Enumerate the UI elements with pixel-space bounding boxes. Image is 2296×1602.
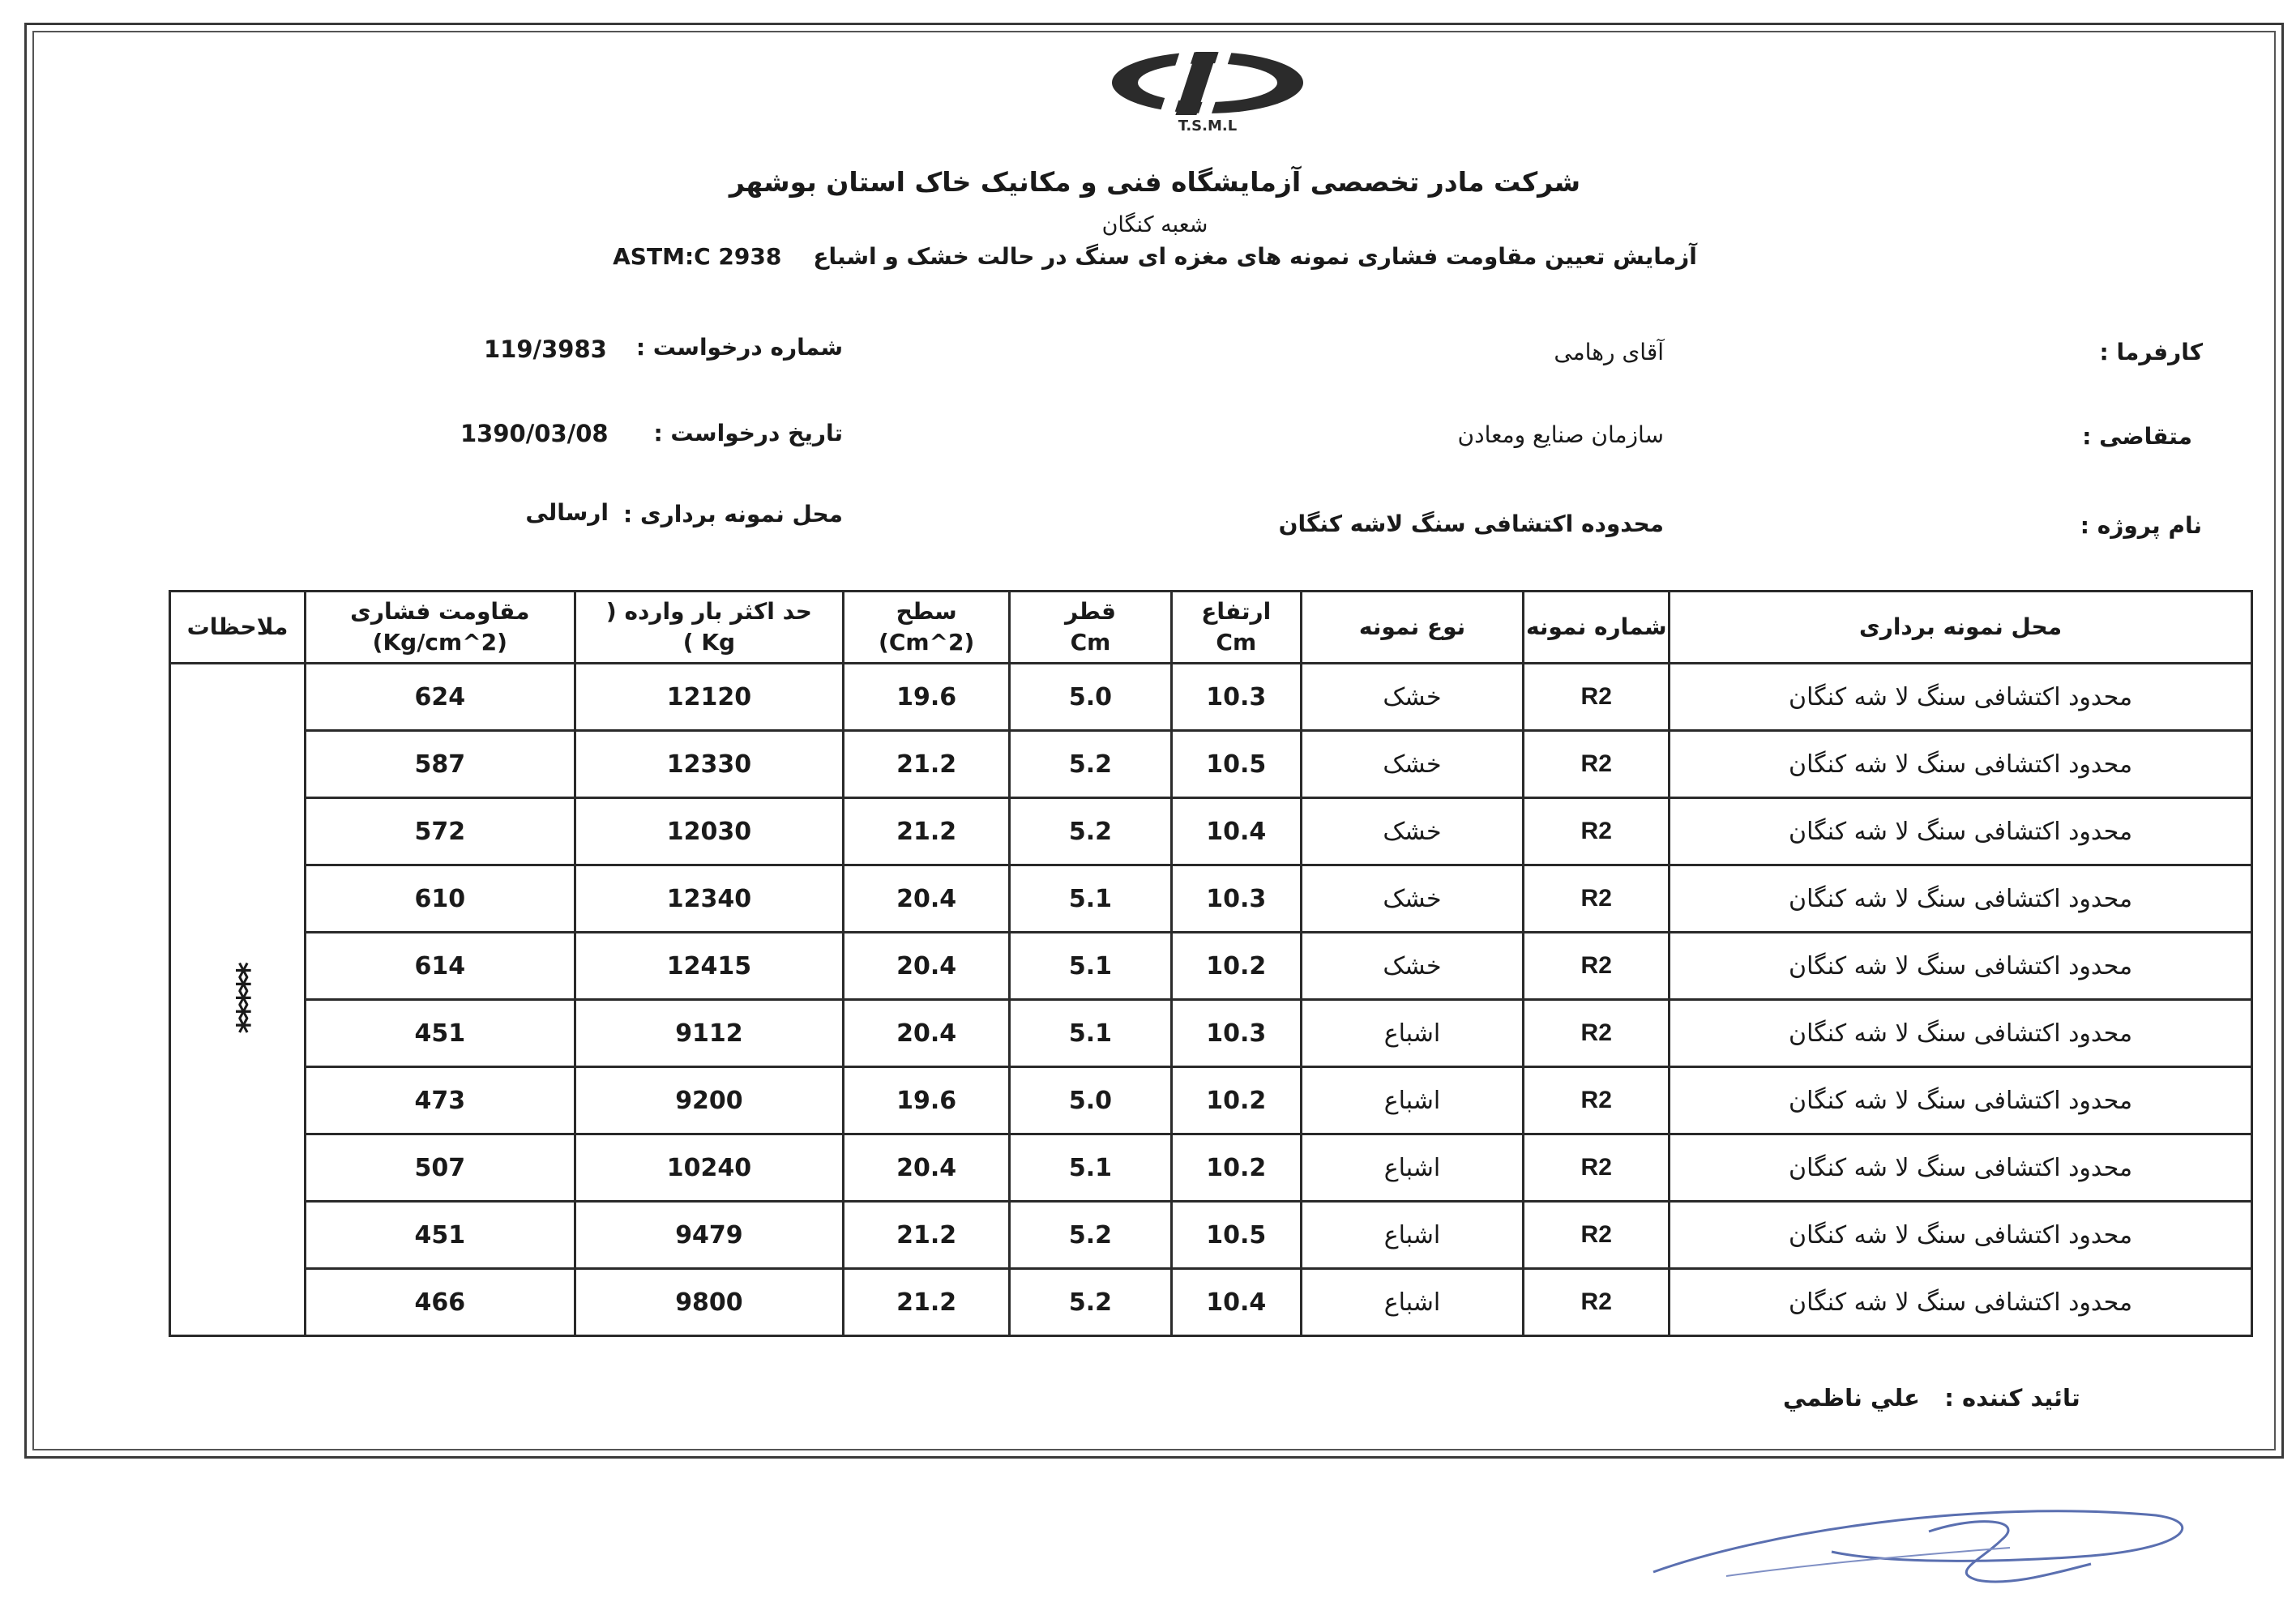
cell-diameter: 5.2 [1010,1202,1172,1269]
header-diameter-label: قطر [1064,598,1116,625]
project-label: نام پروژه : [2080,512,2202,539]
approver-name: علي ناظمي [1783,1384,1920,1412]
cell-height: 10.2 [1171,1134,1301,1202]
table-row [170,1202,2252,1269]
request-no-value: 119/3983 [484,335,607,363]
cell-location: محدود اکتشافی سنگ لا شه کنگان [1670,865,2252,933]
cell-strength: 466 [305,1269,575,1336]
request-date-value: 1390/03/08 [460,420,609,447]
approver [1783,1384,2080,1412]
employer-label: کارفرما : [2099,339,2203,365]
cell-sample-no: R2 [1524,933,1670,1000]
cell-height: 10.3 [1171,664,1301,731]
sampling-place-value: ارسالی [525,499,609,526]
cell-sample-no: R2 [1524,1000,1670,1067]
cell-sample-type: خشک [1301,933,1524,1000]
cell-sample-type: اشباع [1301,1202,1524,1269]
cell-sample-no: R2 [1524,798,1670,865]
header-location: محل نمونه برداری [1670,592,2252,664]
cell-max-load: 12120 [575,664,844,731]
cell-area: 21.2 [844,731,1010,798]
cell-location: محدود اکتشافی سنگ لا شه کنگان [1670,664,2252,731]
cell-sample-type: خشک [1301,865,1524,933]
cell-diameter: 5.2 [1010,731,1172,798]
cell-diameter: 5.1 [1010,1134,1172,1202]
test-standard: ASTM:C 2938 [613,243,782,270]
cell-sample-no: R2 [1524,865,1670,933]
cell-sample-no: R2 [1524,664,1670,731]
cell-strength: 507 [305,1134,575,1202]
cell-location: محدود اکتشافی سنگ لا شه کنگان [1670,1202,2252,1269]
cell-area: 21.2 [844,1202,1010,1269]
cell-max-load: 12030 [575,798,844,865]
cell-height: 10.3 [1171,865,1301,933]
table-row [170,1269,2252,1336]
table-row [170,1134,2252,1202]
test-title [567,243,1742,270]
header-max-load-label: حد اکثر بار وارده ( [605,598,812,625]
branch-name: شعبه کنگان [1101,212,1208,237]
cell-diameter: 5.1 [1010,933,1172,1000]
notes-stars: ***** [218,962,256,1031]
cell-area: 19.6 [844,1067,1010,1134]
header-diameter-unit: Cm [1070,629,1111,656]
table-row [170,1000,2252,1067]
cell-strength: 451 [305,1000,575,1067]
cell-sample-no: R2 [1524,1134,1670,1202]
cell-area: 20.4 [844,865,1010,933]
logo-text: T.S.M.L [1178,117,1238,134]
header-area-unit: (Cm^2) [879,629,975,656]
cell-sample-type: اشباع [1301,1000,1524,1067]
cell-location: محدود اکتشافی سنگ لا شه کنگان [1670,933,2252,1000]
cell-height: 10.2 [1171,1067,1301,1134]
cell-strength: 572 [305,798,575,865]
cell-max-load: 9479 [575,1202,844,1269]
applicant-value: سازمان صنایع ومعادن [1457,421,1664,448]
cell-height: 10.4 [1171,798,1301,865]
header-strength [305,592,575,664]
cell-sample-no: R2 [1524,1269,1670,1336]
request-date-label: تاریخ درخواست : [653,420,843,446]
cell-height: 10.2 [1171,933,1301,1000]
cell-sample-type: اشباع [1301,1067,1524,1134]
cell-area: 21.2 [844,1269,1010,1336]
cell-area: 19.6 [844,664,1010,731]
cell-diameter: 5.2 [1010,798,1172,865]
cell-strength: 451 [305,1202,575,1269]
header-diameter [1010,592,1172,664]
table-row [170,865,2252,933]
cell-diameter: 5.1 [1010,865,1172,933]
cell-area: 20.4 [844,1000,1010,1067]
table-header-row [170,592,2252,664]
cell-location: محدود اکتشافی سنگ لا شه کنگان [1670,798,2252,865]
cell-height: 10.5 [1171,1202,1301,1269]
cell-max-load: 12415 [575,933,844,1000]
cell-sample-type: خشک [1301,731,1524,798]
cell-max-load: 10240 [575,1134,844,1202]
applicant-label: متقاضی : [2082,423,2192,450]
header-area [844,592,1010,664]
sampling-place-label: محل نمونه برداری : [623,501,843,528]
request-no-label: شماره درخواست : [635,334,843,361]
header-strength-label: مقاومت فشاری [350,598,530,625]
header-height [1171,592,1301,664]
cell-sample-type: خشک [1301,664,1524,731]
table-row [170,933,2252,1000]
header-max-load [575,592,844,664]
signature-mark [1637,1483,2204,1588]
results-table [169,590,2253,1337]
cell-sample-type: اشباع [1301,1269,1524,1336]
cell-sample-no: R2 [1524,1202,1670,1269]
cell-diameter: 5.0 [1010,664,1172,731]
table-row [170,664,2252,731]
cell-sample-no: R2 [1524,731,1670,798]
cell-sample-type: اشباع [1301,1134,1524,1202]
cell-sample-type: خشک [1301,798,1524,865]
cell-diameter: 5.2 [1010,1269,1172,1336]
cell-location: محدود اکتشافی سنگ لا شه کنگان [1670,1134,2252,1202]
header-sample-no: شماره نمونه [1524,592,1670,664]
table-row [170,798,2252,865]
cell-location: محدود اکتشافی سنگ لا شه کنگان [1670,1000,2252,1067]
cell-location: محدود اکتشافی سنگ لا شه کنگان [1670,1067,2252,1134]
cell-strength: 624 [305,664,575,731]
header-strength-unit: (Kg/cm^2) [372,629,507,656]
cell-diameter: 5.1 [1010,1000,1172,1067]
cell-max-load: 12340 [575,865,844,933]
cell-area: 20.4 [844,933,1010,1000]
header-height-label: ارتفاع [1201,598,1272,625]
cell-max-load: 9800 [575,1269,844,1336]
header-height-unit: Cm [1216,629,1257,656]
cell-location: محدود اکتشافی سنگ لا شه کنگان [1670,1269,2252,1336]
cell-height: 10.4 [1171,1269,1301,1336]
cell-area: 21.2 [844,798,1010,865]
approver-label: تائید کننده : [1944,1384,2080,1412]
cell-notes [170,664,306,1336]
cell-strength: 587 [305,731,575,798]
header-sample-type: نوع نمونه [1301,592,1524,664]
header-max-load-unit: ( Kg [682,629,736,656]
table-row [170,731,2252,798]
cell-area: 20.4 [844,1134,1010,1202]
cell-strength: 610 [305,865,575,933]
header-area-label: سطح [896,598,957,625]
tsml-logo [1106,49,1309,134]
cell-max-load: 9200 [575,1067,844,1134]
table-row [170,1067,2252,1134]
employer-value: آقای رهامی [1554,339,1664,365]
header-notes: ملاحظات [170,592,306,664]
company-title: شرکت مادر تخصصی آزمایشگاه فنی و مکانیک خاک استان بوشهر [729,166,1581,198]
test-title-text: آزمایش تعیین مقاومت فشاری نمونه های مغزه ای سنگ در حالت خشک و اشباع [813,243,1697,270]
cell-sample-no: R2 [1524,1067,1670,1134]
table-body [170,664,2252,1336]
cell-strength: 614 [305,933,575,1000]
cell-max-load: 9112 [575,1000,844,1067]
cell-strength: 473 [305,1067,575,1134]
project-value: محدوده اکتشافی سنگ لاشه کنگان [1278,511,1664,537]
cell-max-load: 12330 [575,731,844,798]
cell-location: محدود اکتشافی سنگ لا شه کنگان [1670,731,2252,798]
cell-diameter: 5.0 [1010,1067,1172,1134]
cell-height: 10.3 [1171,1000,1301,1067]
cell-height: 10.5 [1171,731,1301,798]
